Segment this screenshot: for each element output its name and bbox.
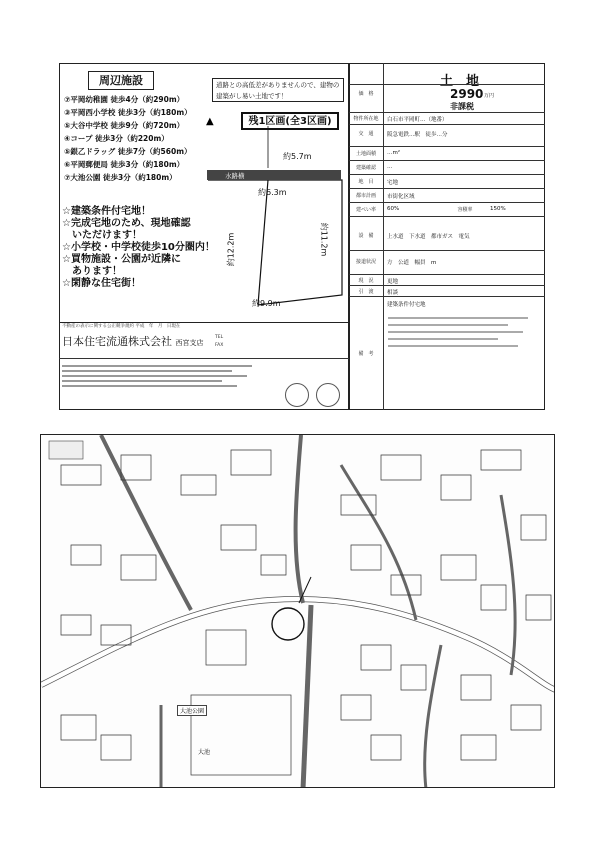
feature-line: あります！ — [62, 266, 122, 277]
facility-item: ④コープ 徒歩3分（約220m） — [64, 134, 169, 143]
dimension-label: 約6.3m — [258, 188, 287, 197]
row-value: 建築条件付宅地 — [387, 302, 426, 308]
fax-label: FAX — [215, 343, 224, 348]
table-rule — [349, 250, 545, 251]
table-rule — [349, 285, 545, 286]
price-unit: 万円 — [484, 93, 495, 99]
table-rule — [349, 160, 545, 161]
feature-line: ☆閑静な住宅街！ — [62, 278, 141, 289]
table-rule — [349, 112, 545, 113]
row-label: 現 況 — [358, 278, 374, 284]
row-label: 土地面積 — [355, 151, 376, 157]
tel-label: TEL — [215, 335, 224, 340]
row-value: 上水道 下水道 都市ガス 電気 — [387, 234, 470, 240]
nearby-facilities-title: 周辺施設 — [88, 71, 154, 90]
row-value: 方 公道 幅員 m — [387, 260, 437, 266]
facility-item: ⑥平岡郵便局 徒歩3分（約180m） — [64, 160, 185, 169]
row-label: 建築確認 — [355, 165, 376, 171]
north-arrow-icon: ▲ — [206, 116, 214, 127]
table-divider — [383, 63, 384, 410]
table-rule — [349, 296, 545, 297]
fine-print-block — [62, 362, 262, 402]
property-category: 土 地 — [440, 74, 480, 89]
row-label: 備 考 — [358, 351, 374, 357]
map-legend — [49, 441, 83, 459]
remarks-lines — [388, 312, 538, 352]
row-value: … — [387, 164, 393, 170]
feature-line: ☆買物施設・公園が近隣に — [62, 254, 181, 265]
row-label: 建ぺい率 — [355, 207, 376, 213]
dimension-label: 約5.7m — [283, 152, 312, 161]
table-rule — [349, 174, 545, 175]
row-label: 物件所在地 — [353, 116, 379, 122]
map-label: 大池公園 — [177, 705, 207, 716]
row-value: 60% — [387, 206, 400, 212]
table-rule — [349, 274, 545, 275]
plot-notice: 道路との高低差がありませんので、建物の建築がし易い土地です！ — [212, 78, 344, 102]
agency-seal — [285, 383, 309, 407]
plot-diagram — [200, 100, 348, 315]
row-value: 相談 — [387, 290, 399, 296]
plot-label: 残1区画(全3区画) — [241, 112, 339, 130]
table-rule — [349, 84, 545, 85]
row-label: 設 備 — [358, 233, 374, 239]
row-value: 宅地 — [387, 180, 399, 186]
feature-line: ☆小学校・中学校徒歩10分圏内！ — [62, 242, 215, 253]
map-label: 大池 — [198, 749, 211, 756]
feature-line: ☆完成宅地のため、現地確認 — [62, 218, 191, 229]
table-rule — [349, 124, 545, 125]
table-rule — [349, 146, 545, 147]
facility-item: ⑦平岡幼稚園 徒歩4分（約290m） — [64, 95, 185, 104]
table-rule — [349, 188, 545, 189]
divider — [59, 358, 349, 359]
dimension-label: 約12.2m — [226, 232, 236, 267]
map-drawing — [41, 435, 555, 788]
row-value: 阪急電鉄…駅 徒歩…分 — [387, 132, 448, 138]
tax-note: 非課税 — [450, 102, 474, 111]
dimension-label: 約9.9m — [252, 299, 281, 308]
row-label: 容積率 — [457, 207, 473, 213]
area-map — [40, 434, 555, 788]
row-label: 都市計画 — [355, 193, 376, 199]
price-value: 2990 — [450, 87, 484, 101]
row-value: 市街化区域 — [387, 194, 415, 200]
row-value: 白石市平岡町…（地番） — [387, 117, 448, 123]
agency-seal — [316, 383, 340, 407]
waterway-label: 水路横 — [225, 172, 245, 180]
row-value: 更地 — [387, 279, 399, 285]
feature-line: いただけます！ — [62, 230, 142, 241]
facility-item: ⑦大池公園 徒歩3分（約180m） — [64, 173, 177, 182]
row-label: 地 目 — [358, 179, 374, 185]
table-rule — [349, 202, 545, 203]
company-name: 日本住宅流通株式会社 西宮支店 — [62, 335, 204, 348]
dimension-label: 約11.2m — [319, 222, 329, 257]
row-label: 引 渡 — [358, 289, 374, 295]
facility-item: ⑤大谷中学校 徒歩9分（約720m） — [64, 121, 185, 130]
feature-line: ☆建築条件付宅地！ — [62, 206, 151, 217]
row-label: 価 格 — [358, 91, 374, 97]
row-value: 150% — [490, 206, 506, 212]
facility-item: ⑤銀乙ドラッグ 徒歩7分（約560m） — [64, 147, 192, 156]
table-rule — [349, 216, 545, 217]
row-value: …m² — [387, 150, 401, 156]
facility-item: ③平岡西小学校 徒歩3分（約180m） — [64, 108, 192, 117]
fine-print: 不動産の表示に関する公正競争規約 平成 年 月 日現在 — [62, 324, 181, 329]
row-label: 接道状況 — [355, 259, 376, 265]
row-label: 交 通 — [358, 131, 374, 137]
